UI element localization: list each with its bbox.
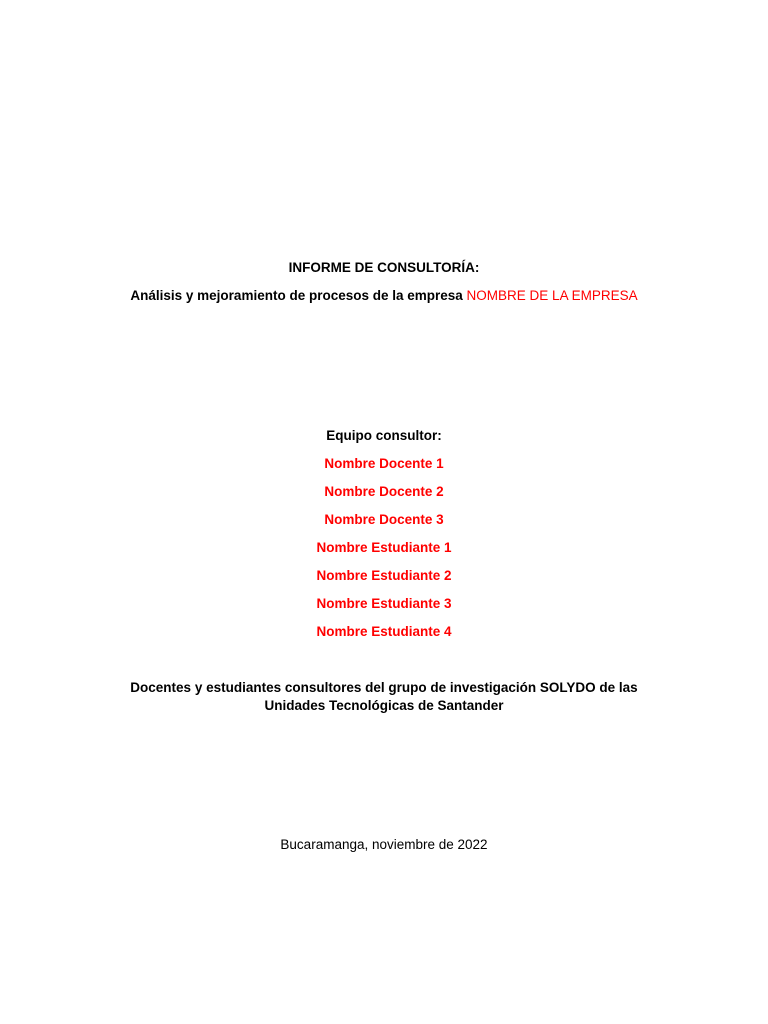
team-member: Nombre Estudiante 4: [316, 624, 452, 639]
affiliation-line-1: Docentes y estudiantes consultores del grupo de investigación SOLYDO de las: [130, 680, 638, 695]
place-date: Bucaramanga, noviembre de 2022: [280, 837, 488, 852]
report-subtitle: [0, 288, 768, 304]
team-member: Nombre Docente 3: [324, 512, 444, 527]
affiliation: [0, 679, 768, 715]
team-heading: Equipo consultor:: [326, 428, 442, 443]
team-member: Nombre Estudiante 3: [316, 596, 452, 611]
team-member: Nombre Estudiante 1: [316, 540, 452, 555]
team-member: Nombre Docente 1: [324, 456, 444, 471]
team-member: Nombre Estudiante 2: [316, 568, 452, 583]
company-name-placeholder: NOMBRE DE LA EMPRESA: [466, 288, 638, 303]
affiliation-line-2: Unidades Tecnológicas de Santander: [264, 698, 504, 713]
report-title: INFORME DE CONSULTORÍA:: [288, 260, 480, 275]
team-member: Nombre Docente 2: [324, 484, 444, 499]
subtitle-prefix: Análisis y mejoramiento de procesos de la empresa: [130, 288, 463, 303]
